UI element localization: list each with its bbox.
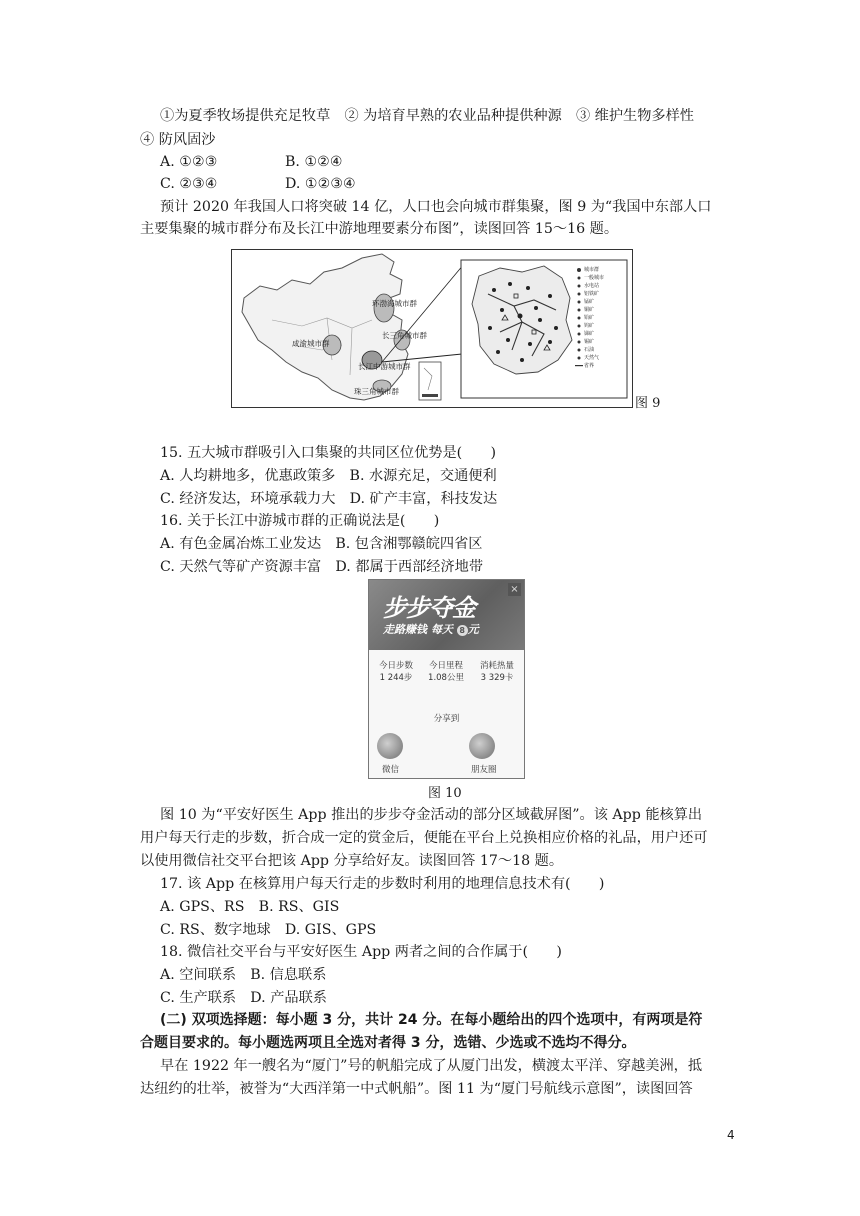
paragraph-line: 以使用微信社交平台把该 App 分享给好友。读图回答 17～18 题。 xyxy=(140,853,564,869)
stat-steps xyxy=(371,660,421,684)
option-c: C. ②③④ xyxy=(160,176,218,192)
legend-item: 省界 xyxy=(584,363,595,369)
paragraph-line: 用户每天行走的步数，折合成一定的赏金后，便能在平台上兑换相应价格的礼品，用户还可 xyxy=(140,830,708,846)
question-16: 16. 关于长江中游城市群的正确说法是( ) xyxy=(160,513,440,529)
moments-icon[interactable] xyxy=(469,733,495,759)
legend-item: 锡矿 xyxy=(584,339,595,345)
question-15-options-ab: A. 人均耕地多，优惠政策多 B. 水源充足，交通便利 xyxy=(160,468,497,484)
text-line: ①为夏季牧场提供充足牧草 ② 为培育早熟的农业品种提供种源 ③ 维护生物多样性 xyxy=(160,108,694,124)
question-15: 15. 五大城市群吸引入口集聚的共同区位优势是( ) xyxy=(160,445,497,461)
legend-item: 钨矿 xyxy=(584,323,595,329)
app-banner xyxy=(369,580,524,650)
figure-10-app-screenshot xyxy=(368,579,525,779)
question-17: 17. 该 App 在核算用户每天行走的步数时利用的地理信息技术有( ) xyxy=(160,876,605,892)
close-icon[interactable]: × xyxy=(508,583,521,596)
question-18-options-cd: C. 生产联系 D. 产品联系 xyxy=(160,990,327,1006)
question-18-options-ab: A. 空间联系 B. 信息联系 xyxy=(160,967,327,983)
option-b: B. ①②④ xyxy=(285,154,343,170)
question-16-options-cd: C. 天然气等矿产资源丰富 D. 都属于西部经济地带 xyxy=(160,559,484,575)
stat-distance xyxy=(421,660,471,684)
legend-item: 铅矿 xyxy=(584,315,595,321)
question-17-options-ab: A. GPS、RS B. RS、GIS xyxy=(160,899,340,915)
stat-value: 3 329卡 xyxy=(480,673,514,683)
share-wechat-label: 微信 xyxy=(382,765,400,775)
paragraph-line: 达纽约的壮举，被誉为“大西洋第一中式帆船”。图 11 为“厦门号航线示意图”，读图回答 xyxy=(140,1081,693,1097)
question-16-options-ab: A. 有色金属冶炼工业发达 B. 包含湘鄂赣皖四省区 xyxy=(160,536,483,552)
section-2-heading: (二) 双项选择题：每小题 3 分，共计 24 分。在每小题给出的四个选项中，有两项是符 xyxy=(160,1012,703,1028)
stat-label: 今日步数 xyxy=(378,661,413,671)
legend-item: 锑矿 xyxy=(584,331,595,337)
app-banner-subtitle xyxy=(383,621,479,637)
coin-icon: 8 xyxy=(457,625,468,636)
question-18: 18. 微信社交平台与平安好医生 App 两者之间的合作属于( ) xyxy=(160,944,562,960)
option-d: D. ①②③④ xyxy=(285,176,356,192)
paragraph-line: 早在 1922 年一艘名为“厦门”号的帆船完成了从厦门出发，横渡太平洋、穿越美洲，抵 xyxy=(160,1058,703,1074)
legend-item: 铝铁矿 xyxy=(584,291,600,297)
legend-item: 石油 xyxy=(584,347,595,353)
question-17-options-cd: C. RS、数字地球 D. GIS、GPS xyxy=(160,922,377,938)
map-label-prd: 珠三角城市群 xyxy=(354,387,399,396)
map-label-yrd: 长三角城市群 xyxy=(382,331,427,340)
legend-item: 城市群 xyxy=(584,267,600,273)
figure-10-caption: 图 10 xyxy=(428,786,462,801)
share-moments-label: 朋友圈 xyxy=(471,765,497,775)
paragraph-line: 主要集聚的城市群分布及长江中游地理要素分布图”，读图回答 15～16 题。 xyxy=(140,221,619,237)
app-banner-title: 步步夺金 xyxy=(383,594,475,622)
app-banner-subtitle-text: 走路赚钱 每天 xyxy=(383,623,453,636)
legend-item: 一般城市 xyxy=(584,275,605,281)
map-label-chengyu: 成渝城市群 xyxy=(292,339,330,348)
china-map-graphic xyxy=(232,250,632,407)
legend-item: 锰矿 xyxy=(584,299,595,305)
legend-item: 水电站 xyxy=(584,283,600,289)
figure-9-caption: 图 9 xyxy=(635,396,661,411)
map-label-bohai: 环渤海城市群 xyxy=(372,299,417,308)
stat-value: 1.08公里 xyxy=(428,673,464,683)
stat-value: 1 244步 xyxy=(379,673,413,683)
stat-label: 消耗热量 xyxy=(479,661,514,671)
paragraph-line: 图 10 为“平安好医生 App 推出的步步夺金活动的部分区域截屏图”。该 App 能核算出 xyxy=(160,807,703,823)
wechat-icon[interactable] xyxy=(377,733,403,759)
app-banner-unit: 元 xyxy=(467,623,479,636)
figure-9-map xyxy=(231,249,633,408)
section-2-heading-cont: 合题目要求的。每小题选两项且全选对者得 3 分，选错、少选或不选均不得分。 xyxy=(140,1035,636,1051)
question-15-options-cd: C. 经济发达，环境承载力大 D. 矿产丰富，科技发达 xyxy=(160,491,498,507)
stat-calories xyxy=(472,660,522,684)
share-label: 分享到 xyxy=(433,714,460,724)
text-line: ④ 防风固沙 xyxy=(140,132,216,148)
legend-item: 天然气 xyxy=(584,355,600,361)
map-legend xyxy=(584,266,604,370)
page-number: 4 xyxy=(727,1128,735,1142)
option-a: A. ①②③ xyxy=(160,154,218,170)
legend-item: 铜矿 xyxy=(584,307,595,313)
paragraph-line: 预计 2020 年我国人口将突破 14 亿，人口也会向城市群集聚，图 9 为“我国中东部人口 xyxy=(160,199,712,215)
map-label-cjzy: 长江中游城市群 xyxy=(358,362,411,371)
stat-label: 今日里程 xyxy=(428,661,463,671)
